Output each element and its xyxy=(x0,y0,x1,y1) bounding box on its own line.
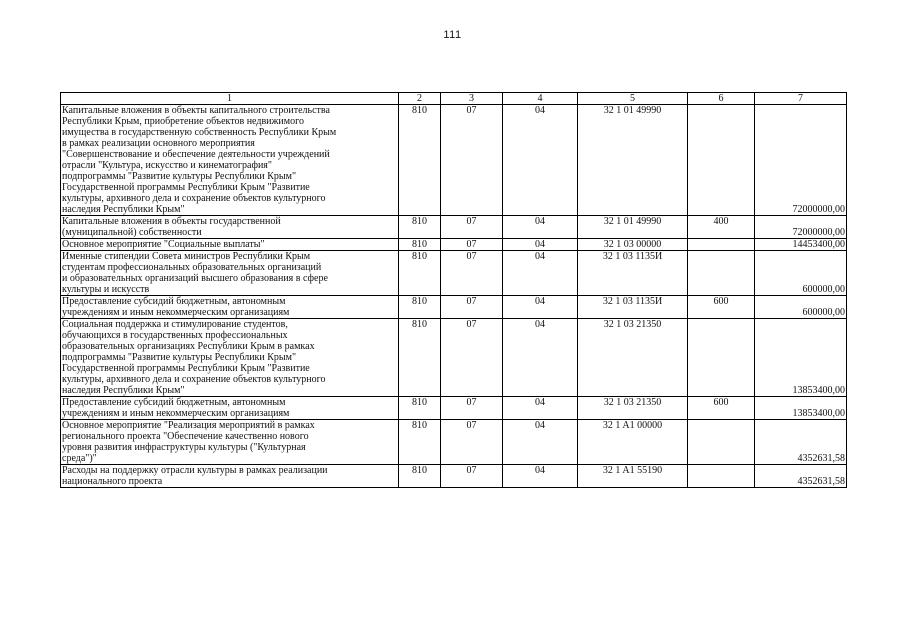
table-row xyxy=(61,239,847,251)
amount: 4352631,58 xyxy=(755,465,847,488)
row-description: Капитальные вложения в объекты государственной (муниципальной) собственности xyxy=(61,216,399,239)
expense-type-code xyxy=(688,251,755,296)
column-header: 4 xyxy=(503,93,578,105)
ministry-code: 810 xyxy=(399,465,441,488)
amount: 600000,00 xyxy=(755,296,847,319)
ministry-code: 810 xyxy=(399,105,441,216)
column-header: 2 xyxy=(399,93,441,105)
ministry-code: 810 xyxy=(399,251,441,296)
section-code: 07 xyxy=(441,239,503,251)
ministry-code: 810 xyxy=(399,296,441,319)
target-article-code: 32 1 A1 00000 xyxy=(578,420,688,465)
row-description: Именные стипендии Совета министров Республики Крым студентам профессиональных образовательных организаций и образовательных организаций высшего образования в сфере культуры и искусств xyxy=(61,251,399,296)
section-code: 07 xyxy=(441,216,503,239)
section-code: 07 xyxy=(441,105,503,216)
table-row xyxy=(61,319,847,397)
row-description: Основное мероприятие "Реализация мероприятий в рамках регионального проекта "Обеспечение качественно нового уровня развития инфраструктуры культуры ("Культурная среда")" xyxy=(61,420,399,465)
amount: 14453400,00 xyxy=(755,239,847,251)
header-row xyxy=(61,93,847,105)
target-article-code: 32 1 01 49990 xyxy=(578,105,688,216)
amount: 4352631,58 xyxy=(755,420,847,465)
section-code: 07 xyxy=(441,296,503,319)
ministry-code: 810 xyxy=(399,239,441,251)
section-code: 07 xyxy=(441,465,503,488)
row-description: Основное мероприятие "Социальные выплаты" xyxy=(61,239,399,251)
section-code: 07 xyxy=(441,397,503,420)
target-article-code: 32 1 03 1135И xyxy=(578,296,688,319)
section-code: 07 xyxy=(441,251,503,296)
ministry-code: 810 xyxy=(399,216,441,239)
amount: 72000000,00 xyxy=(755,105,847,216)
target-article-code: 32 1 03 21350 xyxy=(578,397,688,420)
amount: 600000,00 xyxy=(755,251,847,296)
expense-type-code xyxy=(688,420,755,465)
column-header: 3 xyxy=(441,93,503,105)
target-article-code: 32 1 01 49990 xyxy=(578,216,688,239)
expense-type-code: 600 xyxy=(688,296,755,319)
target-article-code: 32 1 03 21350 xyxy=(578,319,688,397)
subsection-code: 04 xyxy=(503,239,578,251)
expense-type-code xyxy=(688,465,755,488)
column-header: 6 xyxy=(688,93,755,105)
target-article-code: 32 1 03 00000 xyxy=(578,239,688,251)
table-row xyxy=(61,296,847,319)
column-header: 5 xyxy=(578,93,688,105)
section-code: 07 xyxy=(441,319,503,397)
expense-type-code: 600 xyxy=(688,397,755,420)
budget-table xyxy=(60,92,847,488)
table-row xyxy=(61,420,847,465)
target-article-code: 32 1 A1 55190 xyxy=(578,465,688,488)
expense-type-code xyxy=(688,239,755,251)
table-row xyxy=(61,105,847,216)
row-description: Капитальные вложения в объекты капитального строительства Республики Крым, приобретение объектов недвижимого имущества в государственную собственность Республики Крым в рамках реализации основного мероприятия "Совершенствование и обеспечение деятельности учреждений отрасли "Культура, искусство и кинематография" подпрограммы "Развитие культуры Республики Крым" Государственной программы Республики Крым "Развитие культуры, архивного дела и сохранение объектов культурного наследия Республики Крым" xyxy=(61,105,399,216)
table-row xyxy=(61,216,847,239)
column-header: 7 xyxy=(755,93,847,105)
column-header: 1 xyxy=(61,93,399,105)
ministry-code: 810 xyxy=(399,319,441,397)
subsection-code: 04 xyxy=(503,465,578,488)
subsection-code: 04 xyxy=(503,216,578,239)
subsection-code: 04 xyxy=(503,319,578,397)
subsection-code: 04 xyxy=(503,420,578,465)
row-description: Предоставление субсидий бюджетным, автономным учреждениям и иным некоммерческим организациям xyxy=(61,397,399,420)
subsection-code: 04 xyxy=(503,397,578,420)
row-description: Предоставление субсидий бюджетным, автономным учреждениям и иным некоммерческим организациям xyxy=(61,296,399,319)
amount: 72000000,00 xyxy=(755,216,847,239)
subsection-code: 04 xyxy=(503,296,578,319)
table-row xyxy=(61,465,847,488)
section-code: 07 xyxy=(441,420,503,465)
subsection-code: 04 xyxy=(503,251,578,296)
target-article-code: 32 1 03 1135И xyxy=(578,251,688,296)
subsection-code: 04 xyxy=(503,105,578,216)
ministry-code: 810 xyxy=(399,397,441,420)
row-description: Расходы на поддержку отрасли культуры в рамках реализации национального проекта xyxy=(61,465,399,488)
expense-type-code xyxy=(688,105,755,216)
expense-type-code xyxy=(688,319,755,397)
table-row xyxy=(61,251,847,296)
row-description: Социальная поддержка и стимулирование студентов, обучающихся в государственных профессиональных образовательных организациях Республики Крым в рамках подпрограммы "Развитие культуры Республики Крым" Государственной программы Республики Крым "Развитие культуры, архивного дела и сохранение объектов культурного наследия Республики Крым" xyxy=(61,319,399,397)
page-number: 111 xyxy=(443,29,462,41)
ministry-code: 810 xyxy=(399,420,441,465)
table-row xyxy=(61,397,847,420)
amount: 13853400,00 xyxy=(755,397,847,420)
amount: 13853400,00 xyxy=(755,319,847,397)
expense-type-code: 400 xyxy=(688,216,755,239)
